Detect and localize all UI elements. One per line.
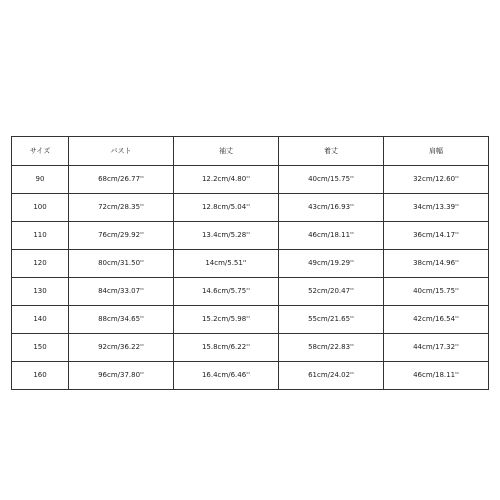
cell-size: 120 xyxy=(12,250,69,278)
cell-bust: 68cm/26.77'' xyxy=(69,166,174,194)
cell-body-length: 43cm/16.93'' xyxy=(279,194,384,222)
cell-sleeve-length: 12.8cm/5.04'' xyxy=(174,194,279,222)
cell-body-length: 52cm/20.47'' xyxy=(279,278,384,306)
table-header-row xyxy=(12,137,489,166)
cell-shoulder-width: 36cm/14.17'' xyxy=(384,222,489,250)
cell-sleeve-length: 12.2cm/4.80'' xyxy=(174,166,279,194)
table-row xyxy=(12,362,489,390)
cell-body-length: 49cm/19.29'' xyxy=(279,250,384,278)
cell-size: 110 xyxy=(12,222,69,250)
cell-shoulder-width: 42cm/16.54'' xyxy=(384,306,489,334)
cell-shoulder-width: 44cm/17.32'' xyxy=(384,334,489,362)
cell-size: 140 xyxy=(12,306,69,334)
header-shoulder-width: 肩幅 xyxy=(384,137,489,166)
cell-shoulder-width: 38cm/14.96'' xyxy=(384,250,489,278)
cell-bust: 88cm/34.65'' xyxy=(69,306,174,334)
table-row xyxy=(12,222,489,250)
cell-shoulder-width: 32cm/12.60'' xyxy=(384,166,489,194)
cell-sleeve-length: 16.4cm/6.46'' xyxy=(174,362,279,390)
cell-body-length: 46cm/18.11'' xyxy=(279,222,384,250)
cell-bust: 76cm/29.92'' xyxy=(69,222,174,250)
table-row xyxy=(12,250,489,278)
cell-bust: 84cm/33.07'' xyxy=(69,278,174,306)
cell-bust: 72cm/28.35'' xyxy=(69,194,174,222)
cell-bust: 92cm/36.22'' xyxy=(69,334,174,362)
cell-sleeve-length: 14cm/5.51'' xyxy=(174,250,279,278)
cell-body-length: 58cm/22.83'' xyxy=(279,334,384,362)
header-body-length: 着丈 xyxy=(279,137,384,166)
cell-size: 150 xyxy=(12,334,69,362)
header-bust: バスト xyxy=(69,137,174,166)
cell-shoulder-width: 40cm/15.75'' xyxy=(384,278,489,306)
size-chart-table xyxy=(11,136,489,390)
table-row xyxy=(12,194,489,222)
cell-size: 160 xyxy=(12,362,69,390)
cell-body-length: 40cm/15.75'' xyxy=(279,166,384,194)
cell-size: 100 xyxy=(12,194,69,222)
cell-body-length: 61cm/24.02'' xyxy=(279,362,384,390)
cell-sleeve-length: 15.8cm/6.22'' xyxy=(174,334,279,362)
cell-size: 90 xyxy=(12,166,69,194)
table-row xyxy=(12,306,489,334)
table-row xyxy=(12,334,489,362)
header-sleeve-length: 袖丈 xyxy=(174,137,279,166)
cell-shoulder-width: 46cm/18.11'' xyxy=(384,362,489,390)
cell-sleeve-length: 13.4cm/5.28'' xyxy=(174,222,279,250)
cell-sleeve-length: 14.6cm/5.75'' xyxy=(174,278,279,306)
cell-sleeve-length: 15.2cm/5.98'' xyxy=(174,306,279,334)
cell-bust: 80cm/31.50'' xyxy=(69,250,174,278)
table-row xyxy=(12,166,489,194)
header-size: サイズ xyxy=(12,137,69,166)
cell-size: 130 xyxy=(12,278,69,306)
table-row xyxy=(12,278,489,306)
cell-shoulder-width: 34cm/13.39'' xyxy=(384,194,489,222)
cell-bust: 96cm/37.80'' xyxy=(69,362,174,390)
cell-body-length: 55cm/21.65'' xyxy=(279,306,384,334)
